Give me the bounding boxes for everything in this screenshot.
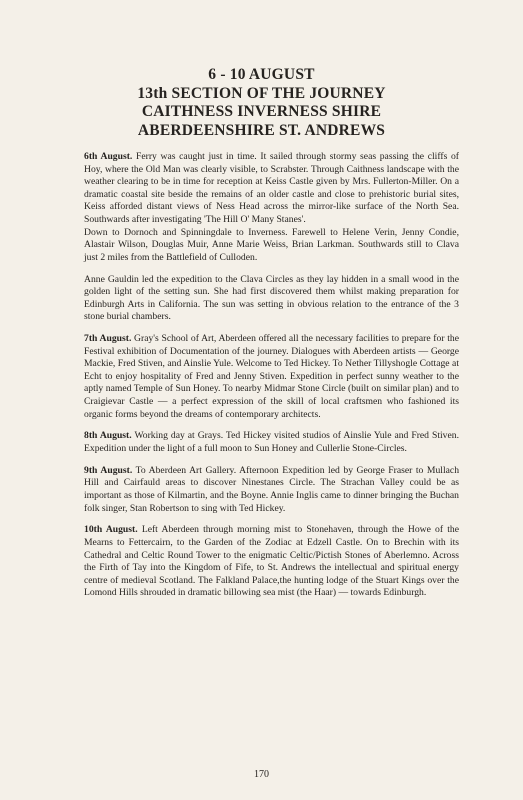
entry-paragraph bbox=[84, 151, 459, 227]
page-number: 170 bbox=[254, 769, 269, 780]
entry-date: 6th August. bbox=[84, 151, 133, 162]
entry-paragraph bbox=[84, 333, 459, 421]
entry-text: Gray's School of Art, Aberdeen offered all the necessary facilities to prepare for the Festival exhibition of Documentation of the journey. Dialogues with Aberdeen artists — George Mackie, Fred Stiven, and Ainslie Yule. Welcome to Ted Hickey. To Nether Tillyshogle Cottage at Echt to enjoy hospitality of Fred and Jenny Stiven. Expedition in perfect sunny weather to the aptly named Temple of Sun Honey. To nearby Midmar Stone Circle (built on similar plan) and to Craigievar Castle — a perfect expression of the skill of local craftsmen who fashioned its organic forms beyond the dreams of contemporary architects. bbox=[84, 333, 459, 420]
entry-text: To Aberdeen Art Gallery. Afternoon Expedition led by George Fraser to Mullach Hill and Cairfauld areas to discover Ninestanes Circle. The Strachan Valley could be as important as those of Kilmartin, and the Boyne. Annie Inglis came to dinner bringing the Buchan folk singer, Stan Robertson to sing with Ted Hickey. bbox=[84, 464, 460, 514]
entry-text: Left Aberdeen through morning mist to Stonehaven, through the Howe of the Mearns to Fettercairn, to the Garden of the Zodiac at Edzell Castle. On to Brechin with its Cathedral and Celtic Round Tower to the enigmatic Celtic/Pictish Stones of Aberlemno. Across the Firth of Tay into the Kingdom of Fife, to St. Andrews the intellectual and spiritual energy centre of medieval Scotland. The Falkland Palace,the hunting lodge of the Stuart Kings over the Lomond Hills shrouded in dramatic billowing sea mist (the Haar) — towards Edinburgh. bbox=[84, 524, 459, 599]
heading-section: 13th SECTION OF THE JOURNEY bbox=[137, 84, 386, 102]
entry-aug6 bbox=[84, 151, 459, 264]
entry-paragraph bbox=[84, 430, 459, 455]
journal-body bbox=[84, 151, 459, 609]
heading-dates: 6 - 10 AUGUST bbox=[208, 66, 315, 83]
heading-regions: CAITHNESS INVERNESS SHIRE bbox=[141, 103, 382, 120]
entry-paragraph bbox=[84, 524, 459, 600]
entry-date: 10th August. bbox=[84, 524, 138, 536]
entry-text: Working day at Grays. Ted Hickey visited studios of Ainslie Yule and Fred Stiven. Expedition under the light of a full moon to Sun Honey and Cullerlie Stone-Circles. bbox=[84, 430, 459, 455]
entry-aug7 bbox=[84, 333, 459, 421]
entry-date: 8th August. bbox=[84, 430, 132, 442]
heading-regions-cont: ABERDEENSHIRE ST. ANDREWS bbox=[137, 121, 386, 139]
entry-text-continued: Down to Dornoch and Spinningdale to Inverness. Farewell to Helene Verin, Jenny Condie, Alastair Wilson, Douglas Muir, Anne Marie Weiss, Brian Larkman. Southwards still to Clava just 2 miles from the Battlefield of Culloden. bbox=[84, 226, 459, 263]
entry-date: 9th August. bbox=[84, 464, 133, 476]
entry-date: 7th August. bbox=[84, 333, 132, 345]
entry-paragraph bbox=[84, 465, 459, 515]
entry-text: Anne Gauldin led the expedition to the Clava Circles as they lay hidden in a small wood in the golden light of the setting sun. She had first discovered them whilst making preparation for Edinburgh Arts in California. The sun was setting in obvious relation to the entrance of the 3 stone burial chambers. bbox=[84, 273, 459, 323]
entry-aug9 bbox=[84, 465, 459, 515]
entry-aug8 bbox=[84, 430, 459, 455]
entry-text: Ferry was caught just in time. It sailed through stormy seas passing the cliffs of Hoy, where the Old Man was clearly visible, to Scrabster. Through Caithness landscape with the weather clearing to be in time for reception at Keiss Castle given by Mrs. Fullerton-Miller. On a dramatic coastal site beside the remains of an older castle and close to prehistoric burial sites, Keiss afforded distant views of Ness Head across the mirror-like surface of the North Sea. Southwards after investigating 'The Hill O' Many Stanes'. bbox=[84, 151, 459, 225]
entry-clava bbox=[84, 274, 459, 324]
entry-aug10 bbox=[84, 524, 459, 600]
page-heading bbox=[60, 66, 463, 140]
